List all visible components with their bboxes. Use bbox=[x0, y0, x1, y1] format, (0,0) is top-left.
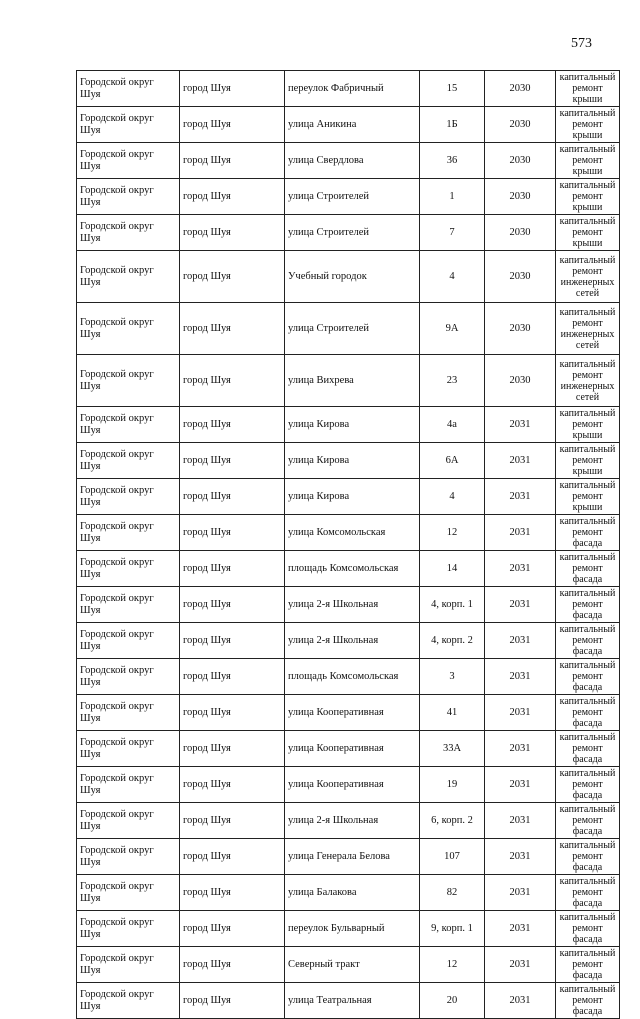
municipality-cell: Городской округ Шуя bbox=[77, 911, 180, 947]
house-cell: 4, корп. 2 bbox=[420, 623, 485, 659]
year-cell: 2031 bbox=[485, 695, 556, 731]
table-row bbox=[77, 515, 620, 551]
house-cell: 20 bbox=[420, 983, 485, 1019]
work-type-cell: капитальный ремонт фасада bbox=[556, 551, 620, 587]
street-cell: улица Свердлова bbox=[285, 143, 420, 179]
house-cell: 6А bbox=[420, 443, 485, 479]
year-cell: 2031 bbox=[485, 443, 556, 479]
municipality-cell: Городской округ Шуя bbox=[77, 659, 180, 695]
work-type-cell: капитальный ремонт фасада bbox=[556, 515, 620, 551]
table-row bbox=[77, 839, 620, 875]
year-cell: 2030 bbox=[485, 303, 556, 355]
work-type-cell: капитальный ремонт фасада bbox=[556, 875, 620, 911]
table-row bbox=[77, 659, 620, 695]
municipality-cell: Городской округ Шуя bbox=[77, 623, 180, 659]
table-row bbox=[77, 479, 620, 515]
work-type-cell: капитальный ремонт фасада bbox=[556, 623, 620, 659]
house-cell: 36 bbox=[420, 143, 485, 179]
street-cell: улица Строителей bbox=[285, 215, 420, 251]
work-type-cell: капитальный ремонт фасада bbox=[556, 839, 620, 875]
house-cell: 15 bbox=[420, 71, 485, 107]
municipality-cell: Городской округ Шуя bbox=[77, 71, 180, 107]
table-row bbox=[77, 143, 620, 179]
table-row bbox=[77, 443, 620, 479]
year-cell: 2031 bbox=[485, 911, 556, 947]
table-row bbox=[77, 731, 620, 767]
house-cell: 6, корп. 2 bbox=[420, 803, 485, 839]
year-cell: 2031 bbox=[485, 731, 556, 767]
municipality-cell: Городской округ Шуя bbox=[77, 251, 180, 303]
work-type-cell: капитальный ремонт инженерных сетей bbox=[556, 355, 620, 407]
year-cell: 2030 bbox=[485, 355, 556, 407]
table-row bbox=[77, 587, 620, 623]
municipality-cell: Городской округ Шуя bbox=[77, 355, 180, 407]
house-cell: 12 bbox=[420, 515, 485, 551]
municipality-cell: Городской округ Шуя bbox=[77, 947, 180, 983]
street-cell: переулок Бульварный bbox=[285, 911, 420, 947]
work-type-cell: капитальный ремонт фасада bbox=[556, 587, 620, 623]
house-cell: 33А bbox=[420, 731, 485, 767]
city-cell: город Шуя bbox=[180, 355, 285, 407]
city-cell: город Шуя bbox=[180, 875, 285, 911]
city-cell: город Шуя bbox=[180, 303, 285, 355]
city-cell: город Шуя bbox=[180, 947, 285, 983]
year-cell: 2031 bbox=[485, 551, 556, 587]
street-cell: площадь Комсомольская bbox=[285, 551, 420, 587]
municipality-cell: Городской округ Шуя bbox=[77, 587, 180, 623]
table-row bbox=[77, 947, 620, 983]
work-type-cell: капитальный ремонт крыши bbox=[556, 479, 620, 515]
house-cell: 7 bbox=[420, 215, 485, 251]
municipality-cell: Городской округ Шуя bbox=[77, 875, 180, 911]
repair-schedule-table bbox=[76, 70, 620, 1019]
street-cell: площадь Комсомольская bbox=[285, 659, 420, 695]
city-cell: город Шуя bbox=[180, 731, 285, 767]
table-row bbox=[77, 107, 620, 143]
house-cell: 107 bbox=[420, 839, 485, 875]
table-row bbox=[77, 303, 620, 355]
municipality-cell: Городской округ Шуя bbox=[77, 839, 180, 875]
year-cell: 2030 bbox=[485, 215, 556, 251]
street-cell: улица 2-я Школьная bbox=[285, 587, 420, 623]
work-type-cell: капитальный ремонт фасада bbox=[556, 731, 620, 767]
table-row bbox=[77, 803, 620, 839]
street-cell: улица Театральная bbox=[285, 983, 420, 1019]
house-cell: 9, корп. 1 bbox=[420, 911, 485, 947]
work-type-cell: капитальный ремонт крыши bbox=[556, 179, 620, 215]
street-cell: улица 2-я Школьная bbox=[285, 623, 420, 659]
table-body bbox=[77, 71, 620, 1019]
city-cell: город Шуя bbox=[180, 143, 285, 179]
street-cell: улица Комсомольская bbox=[285, 515, 420, 551]
table-row bbox=[77, 551, 620, 587]
year-cell: 2031 bbox=[485, 479, 556, 515]
city-cell: город Шуя bbox=[180, 443, 285, 479]
year-cell: 2031 bbox=[485, 803, 556, 839]
city-cell: город Шуя bbox=[180, 71, 285, 107]
city-cell: город Шуя bbox=[180, 623, 285, 659]
municipality-cell: Городской округ Шуя bbox=[77, 983, 180, 1019]
municipality-cell: Городской округ Шуя bbox=[77, 303, 180, 355]
work-type-cell: капитальный ремонт крыши bbox=[556, 215, 620, 251]
page-number: 573 bbox=[571, 36, 592, 51]
work-type-cell: капитальный ремонт инженерных сетей bbox=[556, 251, 620, 303]
municipality-cell: Городской округ Шуя bbox=[77, 695, 180, 731]
street-cell: улица Вихрева bbox=[285, 355, 420, 407]
street-cell: Учебный городок bbox=[285, 251, 420, 303]
table-row bbox=[77, 767, 620, 803]
house-cell: 14 bbox=[420, 551, 485, 587]
city-cell: город Шуя bbox=[180, 983, 285, 1019]
municipality-cell: Городской округ Шуя bbox=[77, 143, 180, 179]
table-row bbox=[77, 911, 620, 947]
year-cell: 2031 bbox=[485, 587, 556, 623]
house-cell: 41 bbox=[420, 695, 485, 731]
table-row bbox=[77, 215, 620, 251]
street-cell: улица Балакова bbox=[285, 875, 420, 911]
year-cell: 2031 bbox=[485, 659, 556, 695]
street-cell: улица Кирова bbox=[285, 479, 420, 515]
city-cell: город Шуя bbox=[180, 587, 285, 623]
year-cell: 2030 bbox=[485, 143, 556, 179]
city-cell: город Шуя bbox=[180, 551, 285, 587]
work-type-cell: капитальный ремонт крыши bbox=[556, 107, 620, 143]
city-cell: город Шуя bbox=[180, 515, 285, 551]
municipality-cell: Городской округ Шуя bbox=[77, 107, 180, 143]
municipality-cell: Городской округ Шуя bbox=[77, 215, 180, 251]
street-cell: улица Аникина bbox=[285, 107, 420, 143]
city-cell: город Шуя bbox=[180, 179, 285, 215]
year-cell: 2031 bbox=[485, 767, 556, 803]
work-type-cell: капитальный ремонт фасада bbox=[556, 983, 620, 1019]
city-cell: город Шуя bbox=[180, 251, 285, 303]
table-row bbox=[77, 875, 620, 911]
work-type-cell: капитальный ремонт фасада bbox=[556, 911, 620, 947]
street-cell: улица Кооперативная bbox=[285, 695, 420, 731]
house-cell: 4 bbox=[420, 251, 485, 303]
house-cell: 1 bbox=[420, 179, 485, 215]
work-type-cell: капитальный ремонт крыши bbox=[556, 443, 620, 479]
table-row bbox=[77, 695, 620, 731]
street-cell: улица Кооперативная bbox=[285, 767, 420, 803]
street-cell: улица Кирова bbox=[285, 407, 420, 443]
work-type-cell: капитальный ремонт фасада bbox=[556, 803, 620, 839]
table-row bbox=[77, 71, 620, 107]
municipality-cell: Городской округ Шуя bbox=[77, 515, 180, 551]
municipality-cell: Городской округ Шуя bbox=[77, 443, 180, 479]
work-type-cell: капитальный ремонт фасада bbox=[556, 767, 620, 803]
city-cell: город Шуя bbox=[180, 659, 285, 695]
year-cell: 2030 bbox=[485, 251, 556, 303]
year-cell: 2030 bbox=[485, 107, 556, 143]
street-cell: улица Генерала Белова bbox=[285, 839, 420, 875]
street-cell: Северный тракт bbox=[285, 947, 420, 983]
house-cell: 4 bbox=[420, 479, 485, 515]
year-cell: 2031 bbox=[485, 875, 556, 911]
street-cell: улица 2-я Школьная bbox=[285, 803, 420, 839]
year-cell: 2031 bbox=[485, 947, 556, 983]
year-cell: 2030 bbox=[485, 71, 556, 107]
house-cell: 12 bbox=[420, 947, 485, 983]
city-cell: город Шуя bbox=[180, 479, 285, 515]
house-cell: 9А bbox=[420, 303, 485, 355]
work-type-cell: капитальный ремонт инженерных сетей bbox=[556, 303, 620, 355]
year-cell: 2031 bbox=[485, 839, 556, 875]
year-cell: 2031 bbox=[485, 983, 556, 1019]
year-cell: 2031 bbox=[485, 623, 556, 659]
city-cell: город Шуя bbox=[180, 407, 285, 443]
table-row bbox=[77, 983, 620, 1019]
work-type-cell: капитальный ремонт крыши bbox=[556, 407, 620, 443]
municipality-cell: Городской округ Шуя bbox=[77, 479, 180, 515]
work-type-cell: капитальный ремонт крыши bbox=[556, 71, 620, 107]
municipality-cell: Городской округ Шуя bbox=[77, 407, 180, 443]
work-type-cell: капитальный ремонт крыши bbox=[556, 143, 620, 179]
work-type-cell: капитальный ремонт фасада bbox=[556, 695, 620, 731]
city-cell: город Шуя bbox=[180, 695, 285, 731]
table-row bbox=[77, 407, 620, 443]
work-type-cell: капитальный ремонт фасада bbox=[556, 947, 620, 983]
table-row bbox=[77, 179, 620, 215]
year-cell: 2030 bbox=[485, 179, 556, 215]
city-cell: город Шуя bbox=[180, 767, 285, 803]
house-cell: 4, корп. 1 bbox=[420, 587, 485, 623]
municipality-cell: Городской округ Шуя bbox=[77, 551, 180, 587]
house-cell: 4а bbox=[420, 407, 485, 443]
house-cell: 1Б bbox=[420, 107, 485, 143]
municipality-cell: Городской округ Шуя bbox=[77, 767, 180, 803]
city-cell: город Шуя bbox=[180, 803, 285, 839]
house-cell: 23 bbox=[420, 355, 485, 407]
year-cell: 2031 bbox=[485, 407, 556, 443]
work-type-cell: капитальный ремонт фасада bbox=[556, 659, 620, 695]
street-cell: переулок Фабричный bbox=[285, 71, 420, 107]
city-cell: город Шуя bbox=[180, 911, 285, 947]
city-cell: город Шуя bbox=[180, 839, 285, 875]
city-cell: город Шуя bbox=[180, 107, 285, 143]
street-cell: улица Кирова bbox=[285, 443, 420, 479]
year-cell: 2031 bbox=[485, 515, 556, 551]
house-cell: 19 bbox=[420, 767, 485, 803]
municipality-cell: Городской округ Шуя bbox=[77, 803, 180, 839]
city-cell: город Шуя bbox=[180, 215, 285, 251]
house-cell: 82 bbox=[420, 875, 485, 911]
table-row bbox=[77, 623, 620, 659]
municipality-cell: Городской округ Шуя bbox=[77, 179, 180, 215]
house-cell: 3 bbox=[420, 659, 485, 695]
street-cell: улица Строителей bbox=[285, 303, 420, 355]
street-cell: улица Строителей bbox=[285, 179, 420, 215]
table-row bbox=[77, 251, 620, 303]
municipality-cell: Городской округ Шуя bbox=[77, 731, 180, 767]
table-row bbox=[77, 355, 620, 407]
street-cell: улица Кооперативная bbox=[285, 731, 420, 767]
